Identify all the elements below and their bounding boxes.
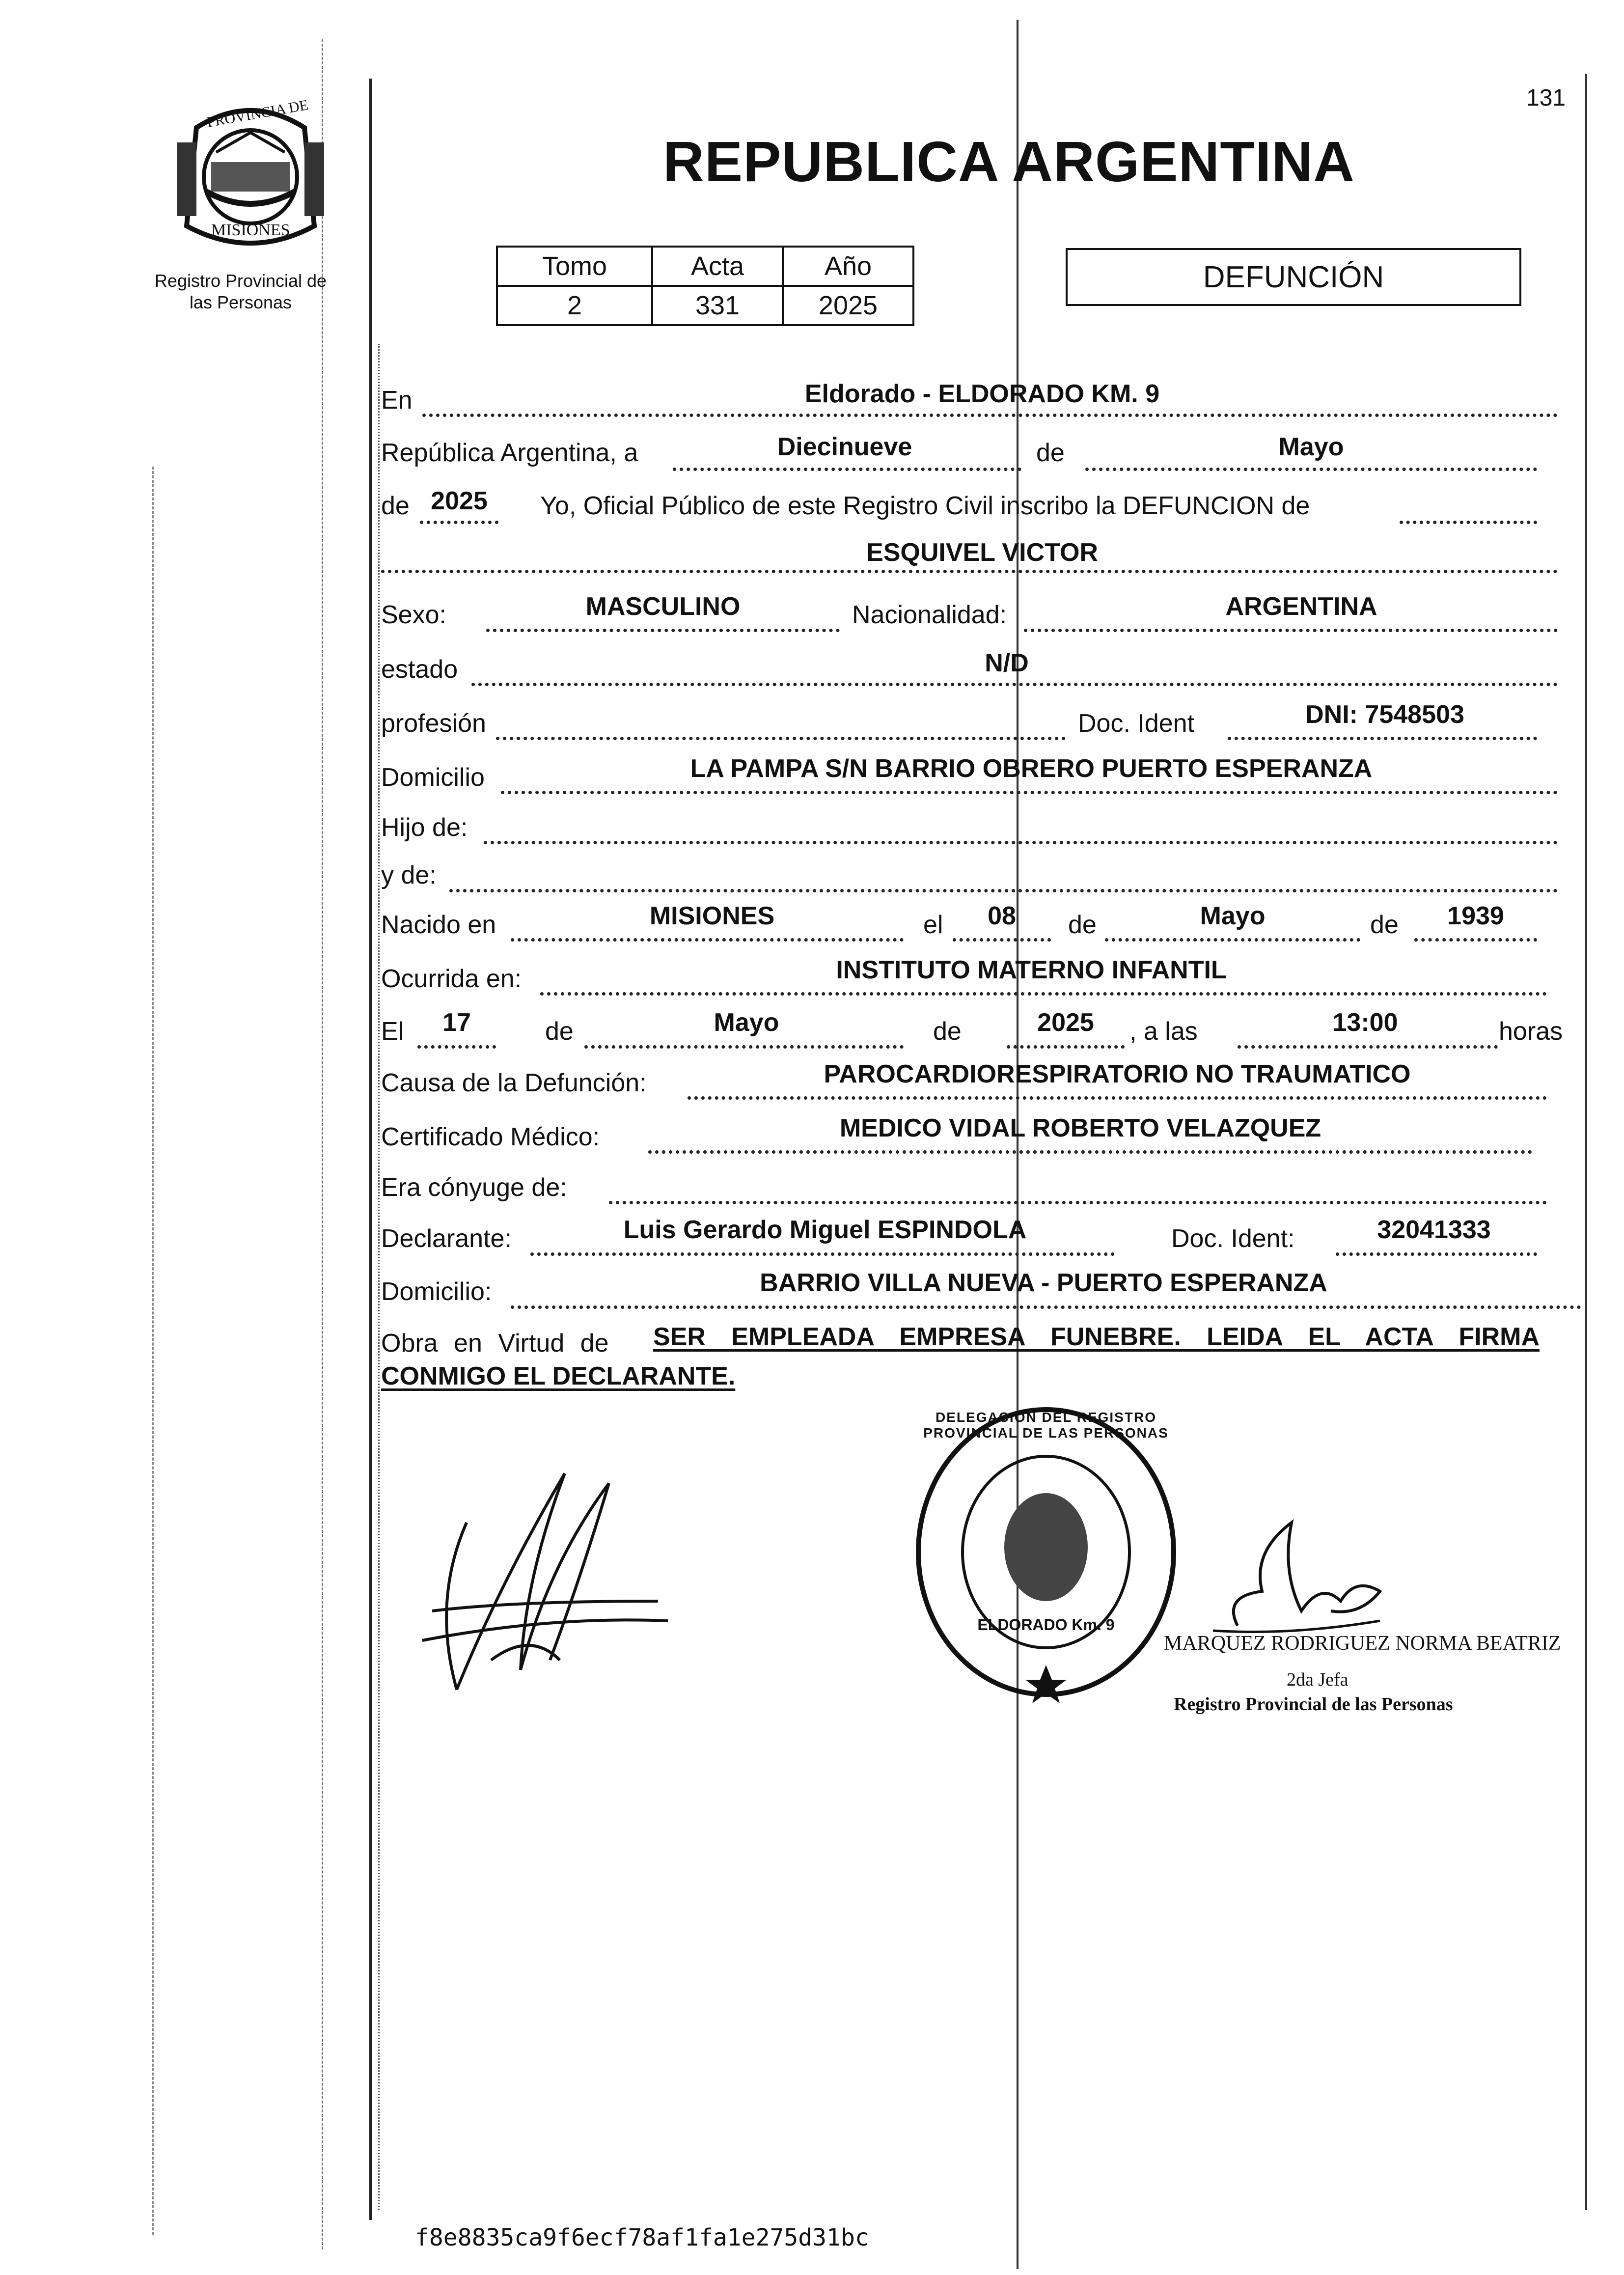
label-republica: República Argentina, a	[381, 439, 638, 467]
doc-type-box	[1066, 248, 1521, 306]
value-sexo: MASCULINO	[585, 592, 741, 621]
line-nacido-lugar	[511, 938, 904, 942]
value-dia: Diecinueve	[777, 433, 912, 461]
line-domicilio	[501, 791, 1558, 794]
line-declarante-dom	[511, 1305, 1581, 1309]
value-nombre: ESQUIVEL VICTOR	[866, 538, 1098, 567]
official-signature	[1193, 1513, 1400, 1640]
value-ocurrida: INSTITUTO MATERNO INFANTIL	[836, 956, 1227, 984]
value-nacido-mes: Mayo	[1200, 902, 1266, 930]
page-number: 131	[1526, 85, 1566, 111]
line-anio	[420, 521, 498, 524]
value-anio: 2025	[431, 487, 488, 515]
line-nacionalidad	[1024, 629, 1558, 632]
label-y-de: y de:	[381, 861, 437, 889]
stamp-center-text: ELDORADO Km. 9	[977, 1616, 1115, 1634]
line-ocurrida	[540, 992, 1547, 996]
record-header-anio: Año	[783, 247, 913, 286]
record-value-anio: 2025	[783, 286, 913, 325]
line-nacido-anio	[1414, 938, 1537, 942]
stamp-ring-text: DELEGACION DEL REGISTRO PROVINCIAL DE LAS PERSONAS	[923, 1410, 1169, 1441]
label-obra: Obra en Virtud de	[381, 1329, 609, 1358]
left-border-line-inner	[378, 344, 380, 2210]
label-ocurrida: Ocurrida en:	[381, 965, 522, 993]
logo-text-top: PROVINCIA DE	[205, 97, 310, 131]
record-value-acta: 331	[652, 286, 783, 325]
value-obra-line2: CONMIGO EL DECLARANTE.	[381, 1362, 736, 1390]
record-table	[496, 246, 914, 326]
label-yo: Yo, Oficial Público de este Registro Civil inscribo la DEFUNCION de	[540, 492, 1310, 520]
line-def-mes	[584, 1045, 904, 1049]
label-nacido: Nacido en	[381, 911, 496, 939]
value-def-dia: 17	[442, 1008, 471, 1037]
label-en: En	[381, 386, 413, 415]
value-nacido-dia: 08	[988, 902, 1016, 930]
value-nacionalidad: ARGENTINA	[1225, 592, 1377, 621]
label-certificado: Certificado Médico:	[381, 1123, 600, 1151]
value-dni: DNI: 7548503	[1305, 700, 1464, 729]
line-hijo	[484, 841, 1558, 844]
line-declarante	[530, 1252, 1115, 1256]
label-estado: estado	[381, 655, 458, 684]
value-hora: 13:00	[1332, 1008, 1398, 1037]
official-office: Registro Provincial de las Personas	[1174, 1694, 1453, 1715]
label-el: el	[923, 911, 943, 939]
line-certificado	[648, 1150, 1532, 1154]
value-lugar: Eldorado - ELDORADO KM. 9	[804, 380, 1160, 408]
registry-label	[142, 270, 339, 313]
line-profesion	[496, 737, 1066, 740]
margin-dashes-left	[152, 467, 154, 2235]
left-border-line	[369, 79, 372, 2220]
label-conyuge: Era cónyuge de:	[381, 1173, 567, 1202]
value-def-anio: 2025	[1037, 1008, 1094, 1037]
value-mes: Mayo	[1278, 433, 1344, 461]
value-declarante-dom: BARRIO VILLA NUEVA - PUERTO ESPERANZA	[760, 1269, 1327, 1297]
label-de-def-mes: de	[545, 1017, 574, 1046]
label-de-nacido-mes: de	[1068, 911, 1097, 939]
record-header-acta: Acta	[652, 247, 783, 286]
value-obra-line1: SER EMPLEADA EMPRESA FUNEBRE. LEIDA EL ACTA FIRMA	[653, 1323, 1540, 1351]
line-dia	[673, 468, 1021, 471]
label-causa: Causa de la Defunción:	[381, 1069, 647, 1097]
line-hora	[1238, 1045, 1498, 1049]
line-conyuge	[609, 1201, 1547, 1204]
declarante-signature	[403, 1454, 678, 1729]
line-estado	[471, 683, 1558, 686]
label-doc-ident2: Doc. Ident:	[1171, 1224, 1295, 1253]
line-def-anio	[1007, 1045, 1125, 1049]
value-def-mes: Mayo	[714, 1008, 779, 1037]
logo-text-bottom: MISIONES	[211, 221, 290, 239]
line-mes	[1085, 468, 1537, 471]
line-nombre	[381, 570, 1558, 573]
value-causa: PAROCARDIORESPIRATORIO NO TRAUMATICO	[824, 1060, 1411, 1088]
doc-type-label: DEFUNCIÓN	[1203, 260, 1384, 294]
document-hash: f8e8835ca9f6ecf78af1fa1e275d31bc	[415, 2224, 869, 2251]
line-declarante-doc	[1336, 1252, 1537, 1256]
value-declarante: Luis Gerardo Miguel ESPINDOLA	[623, 1216, 1027, 1244]
value-nacido-anio: 1939	[1447, 902, 1504, 930]
right-border-line	[1585, 74, 1587, 2210]
record-header-tomo: Tomo	[497, 247, 652, 286]
label-declarante: Declarante:	[381, 1224, 512, 1253]
official-stamp	[908, 1400, 1184, 1704]
label-domicilio2: Domicilio:	[381, 1277, 492, 1306]
official-name: MARQUEZ RODRIGUEZ NORMA BEATRIZ	[1164, 1632, 1561, 1655]
fold-line	[1017, 20, 1018, 2269]
line-causa	[688, 1096, 1547, 1100]
line-yo-tail	[1400, 521, 1537, 524]
label-horas: horas	[1499, 1017, 1563, 1046]
label-doc-ident: Doc. Ident	[1078, 709, 1195, 738]
record-value-tomo: 2	[497, 286, 652, 325]
value-nacido-lugar: MISIONES	[649, 902, 775, 930]
line-lugar	[422, 414, 1558, 417]
line-nacido-dia	[953, 938, 1051, 942]
label-a-las: , a las	[1129, 1017, 1198, 1046]
official-role: 2da Jefa	[1287, 1669, 1349, 1690]
value-domicilio: LA PAMPA S/N BARRIO OBRERO PUERTO ESPERANZA	[690, 754, 1373, 783]
label-domicilio: Domicilio	[381, 763, 485, 792]
value-certificado: MEDICO VIDAL ROBERTO VELAZQUEZ	[839, 1114, 1321, 1142]
line-dni	[1228, 737, 1537, 740]
page-title: REPUBLICA ARGENTINA	[663, 130, 1355, 194]
label-nacionalidad: Nacionalidad:	[852, 601, 1007, 629]
registry-line-1: Registro Provincial de	[154, 271, 327, 291]
label-de-def-anio: de	[933, 1017, 962, 1046]
label-de-mes: de	[1036, 439, 1065, 467]
line-nacido-mes	[1105, 938, 1360, 942]
line-def-dia	[417, 1045, 496, 1049]
label-el2: El	[381, 1017, 404, 1046]
label-profesion: profesión	[381, 709, 486, 738]
line-sexo	[486, 629, 840, 632]
label-sexo: Sexo:	[381, 601, 446, 629]
registry-line-2: las Personas	[189, 292, 292, 312]
line-y-de	[449, 889, 1558, 892]
value-estado: N/D	[985, 649, 1029, 677]
label-de-nacido-anio: de	[1370, 911, 1399, 939]
label-hijo: Hijo de:	[381, 813, 468, 842]
margin-dashes	[322, 39, 323, 2249]
value-declarante-doc: 32041333	[1377, 1216, 1491, 1244]
label-de-anio: de	[381, 492, 410, 520]
